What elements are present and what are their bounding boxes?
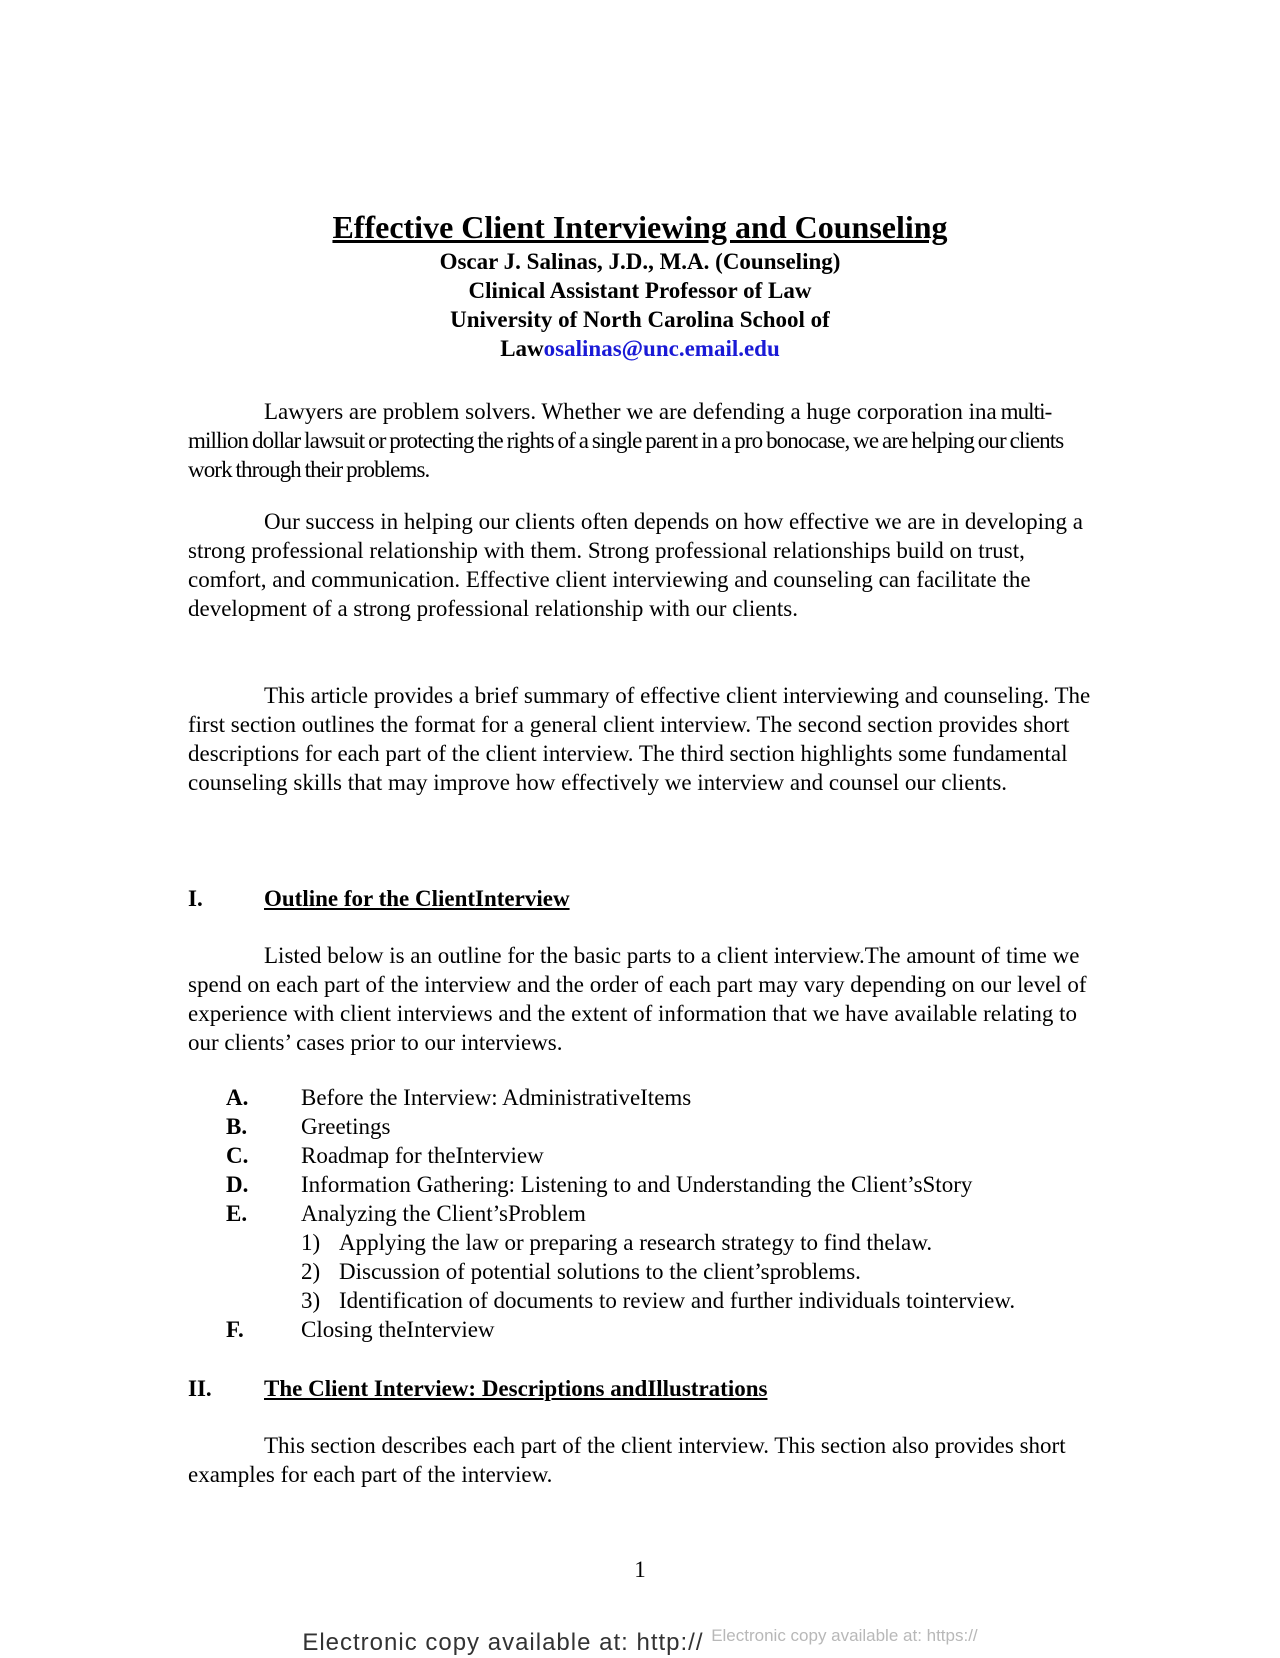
author-block (0, 247, 1280, 363)
outline-sub-text: Discussion of potential solutions to the client’sproblems. (339, 1259, 861, 1284)
page-number: 1 (634, 1557, 646, 1582)
section-2-title: The Client Interview: Descriptions andIllustrations (264, 1376, 768, 1401)
footer-overlap-text: Electronic copy available at: https:// (711, 1626, 978, 1645)
outline-text: Information Gathering: Listening to and Understanding the Client’sStory (301, 1172, 973, 1197)
section-1-title: Outline for the ClientInterview (264, 886, 570, 911)
outline-sub-item (226, 1286, 1106, 1315)
outline-letter: B. (226, 1114, 248, 1139)
outline-letter: F. (226, 1317, 244, 1342)
outline-item (226, 1112, 1106, 1141)
author-institution-email-line (0, 334, 1280, 363)
intro-paragraph-3-text: This article provides a brief summary of effective client interviewing and counseling. The first section outlines the format for a general client interview. The second section provides short descriptions for each part of the client interview. The third section highlights some fundamental counseling skills that may improve how effectively we interview and counsel our clients. (188, 683, 1091, 795)
section-2-number: II. (188, 1376, 212, 1401)
intro-paragraph-2 (188, 507, 1093, 623)
intro-paragraph-1 (188, 397, 1093, 484)
outline-item (226, 1170, 1106, 1199)
document-title: Effective Client Interviewing and Counseling (332, 209, 948, 245)
outline-text: Greetings (301, 1114, 391, 1139)
outline-sub-number: 1) (301, 1230, 321, 1255)
outline-sub-item (226, 1257, 1106, 1286)
author-institution: University of North Carolina School of (450, 307, 830, 332)
electronic-copy-footer (0, 1621, 1280, 1658)
outline-letter: A. (226, 1085, 249, 1110)
outline-text: Closing theInterview (301, 1317, 495, 1342)
outline-sub-number: 3) (301, 1288, 321, 1313)
section-2-paragraph (188, 1431, 1093, 1489)
section-1-paragraph (188, 941, 1093, 1057)
outline-letter: E. (226, 1201, 248, 1226)
client-interview-outline (226, 1083, 1106, 1344)
outline-text: Analyzing the Client’sProblem (301, 1201, 586, 1226)
outline-item (226, 1083, 1106, 1112)
author-position: Clinical Assistant Professor of Law (468, 278, 812, 303)
outline-item (226, 1199, 1106, 1228)
intro-paragraph-2-text: Our success in helping our clients often depends on how effective we are in developing a strong professional relationship with them. Strong professional relationships build on trust, comfort, and communication. Effective client interviewing and counseling can facilitate the development of a strong professional relationship with our clients. (188, 509, 1084, 621)
section-1-heading (188, 884, 1093, 913)
section-1-number: I. (188, 886, 203, 911)
intro-paragraph-1-rest: multi-million dollar lawsuit or protecting the rights of a single parent in a pro bonocase, we are helping our clients work through their problems. (188, 399, 1064, 482)
section-2-heading (188, 1374, 1093, 1403)
author-institution-tail: Law (500, 336, 544, 361)
outline-text: Roadmap for theInterview (301, 1143, 544, 1168)
outline-sub-number: 2) (301, 1259, 321, 1284)
outline-text: Before the Interview: AdministrativeItems (301, 1085, 692, 1110)
intro-paragraph-3 (188, 681, 1093, 797)
intro-paragraph-1-first-line: Lawyers are problem solvers. Whether we are defending a huge corporation ina (264, 399, 997, 424)
outline-letter: C. (226, 1143, 249, 1168)
outline-letter: D. (226, 1172, 249, 1197)
outline-sub-text: Applying the law or preparing a research strategy to find thelaw. (339, 1230, 933, 1255)
section-2-paragraph-text: This section describes each part of the client interview. This section also provides short examples for each part of the interview. (188, 1433, 1066, 1487)
author-name: Oscar J. Salinas, J.D., M.A. (Counseling) (439, 249, 841, 274)
section-1-paragraph-text: Listed below is an outline for the basic parts to a client interview.The amount of time we spend on each part of the interview and the order of each part may vary depending on our level of experience with client interviews and the extent of information that we have available relating to our clients’ cases prior to our interviews. (188, 943, 1087, 1055)
outline-sub-text: Identification of documents to review and further individuals tointerview. (339, 1288, 1016, 1313)
outline-sub-item (226, 1228, 1106, 1257)
footer-text: Electronic copy available at: http:// (302, 1629, 704, 1656)
author-email-link[interactable]: osalinas@unc.email.edu (543, 336, 780, 361)
outline-item (226, 1315, 1106, 1344)
outline-item (226, 1141, 1106, 1170)
